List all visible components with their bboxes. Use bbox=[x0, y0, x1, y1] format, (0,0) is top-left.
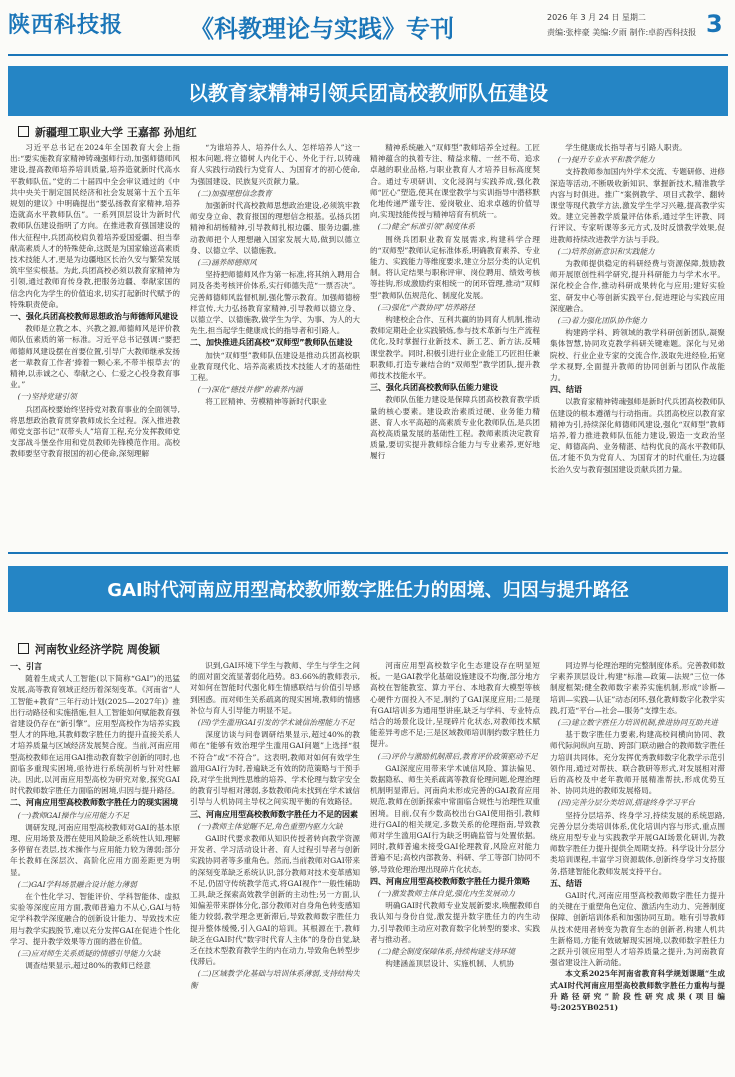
paragraph: GAI时代要求教师从知识传授者转向教学资源开发者、学习活动设计者、育人过程引导者与创新实践协同者等多重角色。然而,当前教师对GAI带来的深刻变革缺乏系统认识,部分教师对技术变革感知不足,仍固守传统教学范式,将GAI视作“一般性辅助工具,缺乏探索高效教学创新的主动性;另一方面,认知偏差带来群体分化,部分教师对自身角色转变感知能力较弱,教学理念更新滞后,导致教师数字胜任力提升整体缓慢,引入GAI的培训。其根源在于,教师缺乏在GAI时代“数字时代育人主体”的身份自觉,缺乏在技术型教育教学生的内在动力,导致角色转型步伐滞后。 bbox=[190, 834, 360, 967]
article1-column-4 bbox=[550, 142, 725, 542]
subsection-heading: (三)建立数字胜任力培训机制,推进协同互助共进 bbox=[557, 718, 718, 728]
paragraph: 明确GAI时代教师专业发展新要求,唤醒教师自我认知与身份自觉,激发提升数字胜任力的内生动力,引导教师主动应对教育数字化转型的要求、实践者与推动者。 bbox=[370, 901, 540, 944]
paragraph: 加快“双师型”教师队伍建设是推动兵团高校职业教育现代化、培养高素质技术技能人才的基础性工程。 bbox=[190, 350, 360, 383]
article1-column-3 bbox=[370, 142, 540, 542]
paragraph: 教师队伍能力建设是保障兵团高校教育教学质量的核心要素。建设政治素质过硬、业务能力精湛、育人水平高超的高素质专业化教师队伍,是兵团高校高质量发展的基础性工程。教师素质决定教育质量,要切实提升教师综合能力与专业素养,更好地履行 bbox=[370, 395, 540, 461]
byline-square-icon bbox=[18, 643, 29, 654]
editors-line: 责编:张梓豪 美编:夕雨 制作:卓韵西科技报 bbox=[547, 28, 697, 37]
page-number: 3 bbox=[706, 10, 723, 38]
article1-column-1 bbox=[10, 142, 180, 542]
funding-note: 本文系2025年河南省教育科学规划课题“生成式AI时代河南应用型高校教师数字胜任力重构与提升路径研究”阶段性研究成果(项目编号:2025YB0251) bbox=[550, 969, 725, 1013]
paragraph: 支持教师参加国内外学术交流、专题研修、进修深造等活动,不断吸收新知识、掌握新技术,精准教学内容与时俱进。推广“案例教学、项目式教学、翻转课堂等现代教学方法,激发学生学习兴趣,提高教学实效。建立完善教学质量评估体系,通过学生评教、同行评议、专家听课等多元方式,及时反馈教学效果,促进教师持续改进教学方法与手段。 bbox=[550, 167, 725, 244]
subsection-heading: (二)加强理想信念教育 bbox=[197, 188, 272, 198]
paragraph: 精神系统融入“双师型”教师培养全过程。工匠精神蕴含的执着专注、精益求精、一丝不苟、追求卓越的职业品格,与职业教育人才培养目标高度契合。通过专项研训、文化浸润与实践养成,强化教师“匠心”塑造,使其在课堂教学与实训指导中潜移默化地传递严谨专注、爱岗敬业、追求卓越的价值导向,实现技能传授与精神培育有机统一。 bbox=[370, 143, 540, 220]
byline-square-icon bbox=[18, 126, 29, 137]
paragraph: 构建跨学科、跨领域的教学科研创新团队,凝聚集体智慧,协同攻克教学科研关键难题。深化与兄弟院校、行业企业专家的交流合作,汲取先进经验,拓宽学术视野,全面提升教师的协同创新与团队作战能力。 bbox=[550, 328, 725, 383]
article2-column-2 bbox=[190, 660, 360, 1072]
subsection-heading: (二)培养创新意识和实践能力 bbox=[557, 246, 655, 256]
paragraph: GAI深度应用带来学术诚信风险、算法偏见、数据隐私、师生关系疏离等教育伦理问题,伦理治理机制明显滞后。河南尚未形成完善的GAI教育应用规范,教师在创新探索中常面临合规性与治理性双重困境。目前,仅有少数高校出台GAI使用指引,教师进行GAI的相关规定,多数关系的伦理指南,导致教师对学生滥用GAI行为缺乏明确监管与处置依据。同时,教师普遍未接受GAI伦理教育,风险应对能力普遍不足;高校内部教务、科研、学工等部门协同不够,导致伦理治理出现碎片化状态。 bbox=[370, 763, 540, 874]
article2-title: GAI时代河南应用型高校教师数字胜任力的困境、归因与提升路径 bbox=[8, 566, 728, 612]
subsection-heading: (一)教师主体觉醒不足,角色重塑内驱力欠缺 bbox=[197, 821, 343, 831]
article2-column-3 bbox=[370, 660, 540, 1072]
publication-date: 2026 年 3 月 24 日 星期二 bbox=[547, 13, 646, 22]
subsection-heading: (三)评价与激励机制滞后,教育评价政策驱动不足 bbox=[377, 751, 538, 761]
subsection-heading: (一)提升专业水平和教学能力 bbox=[557, 155, 655, 165]
paragraph: 学生健康成长指导者与引路人职责。 bbox=[565, 143, 687, 152]
paragraph: 兵团高校要始终坚持党对教育事业的全面领导,将思想政治教育贯穿教师成长全过程。深入推进教师党支部书记“双带头人”培育工程,充分发挥教师党支部战斗堡垒作用和党员教师先锋模范作用。高校教师要坚守教育报国的初心使命,深刻理解 bbox=[10, 404, 180, 459]
header-rule bbox=[8, 54, 728, 56]
paragraph: 在个性化学习、智能评价、学科智能体、虚拟实验等深度应用方面,教师普遍力不从心,GAI与特定学科教学深度融合的创新设计能力、导致技术应用与教学实践脱节,难以充分发挥GAI在促进个性化学习、提升教学效果等方面的潜在价值。 bbox=[10, 892, 180, 946]
subsection-heading: (二)区域教学化基础与培训体系薄弱,支持结构失衡 bbox=[190, 969, 360, 990]
section-heading: 二、河南应用型高校教师数字胜任力的现实困境 bbox=[10, 798, 178, 808]
paragraph: 将工匠精神、劳模精神等新时代职业 bbox=[205, 397, 327, 407]
paragraph: “为谁培养人、培养什么人、怎样培养人”这一根本问题,将立德树人内化于心、外化于行,以铸魂育人实践行动践行为党育人、为国育才的初心使命,为强国建设、民族复兴贡献力量。 bbox=[190, 143, 360, 186]
paragraph: 同边界与伦理治理的完整制度体系。完善教师数字素养顶层设计,构建“标准—政策—法规”三位一体制度框架;健全教师数字素养实施机制,形成“诊断—培训—实践—认证”动态闭环,强化教师数字化教学实践,打造“平台—社会—服务”支撑生态。 bbox=[550, 661, 725, 715]
subsection-heading: (一)坚持党建引领 bbox=[17, 392, 77, 402]
paragraph: 识到,GAI环境下学生与教师、学生与学生之间的面对面交流显著弱化趋势。83.66%的教师表示,对如何在智能时代强化师生情感联结与价值引导感到困惑。而对师生关系疏离的现实困境,教师的情感补位与育人引导能力明显不足。 bbox=[190, 661, 360, 715]
paragraph: 构建校企合作、互利共赢的协同育人机制,推动教师定期赴企业实践锻炼,参与技术革新与生产流程优化,及时掌握行业新技术、新工艺、新方法,反哺课堂教学。同时,积极引进行业企业能工巧匠担任兼职教师,打造专兼结合的“双师型”教学团队,提升教师技术技能水平。 bbox=[370, 315, 540, 381]
paragraph: 以教育家精神铸魂强师是新时代兵团高校教师队伍建设的根本遵循与行动指南。兵团高校应以教育家精神为引,持续深化师德师风建设,强化“双师型”教师培养,着力推进教师队伍能力建设,锻造一支政治坚定、师德高尚、业务精湛、结构优良的高水平教师队伍,才能不负为党育人、为国育才的时代重任,为边疆长治久安与教育强国建设贡献兵团力量。 bbox=[550, 397, 725, 474]
paragraph: GAI时代,河南应用型高校教师数字胜任力提升的关键在于重塑角色定位、激活内生动力、完善制度保障、创新培训体系和加强协同互助。唯有引导教师从技术使用者转变为教育生态的创新者,构建人机共生新格局,方能有效破解现实困境,以教师数字胜任力之跃升引领应用型人才培养质量之提升,为河南教育强省建设注入新动能。 bbox=[550, 891, 725, 968]
subsection-heading: (二)健全制度保障体系,持续构建支持环境 bbox=[377, 947, 516, 957]
subsection-heading: (一)激发教师主体自觉,强化内生发展动力 bbox=[377, 889, 516, 899]
subsection-heading: (四)完善分层分类培训,搭建终身学习平台 bbox=[557, 798, 696, 808]
section-heading: 三、河南应用型高校教师数字胜任力不足的因素 bbox=[190, 809, 358, 819]
newspaper-logo: 陕西科技报 bbox=[8, 12, 124, 38]
paragraph: 深度访谈与问卷调研结果显示,超过40%的教师在“能够有效治理学生滥用GAI问题”上选择“很不符合”或“不符合”。这表明,教师对如何有效学生滥用GAI行为时,普遍缺乏有效的防范策略与干预手段,对学生批判性思维的培养、学术伦理与数字安全的教育引导相对薄弱,多数教师尚未找到在学术诚信引导与人机协同主导权之间实现平衡的有效路径。 bbox=[190, 730, 360, 807]
paragraph: 构建涵盖顶层设计、实施机制、人机协 bbox=[385, 959, 515, 969]
section-heading: 三、强化兵团高校教师队伍能力建设 bbox=[370, 383, 498, 393]
paragraph: 为教师提供稳定的科研经费与资源保障,鼓励教师开展原创性科学研究,提升科研能力与学术水平。深化校企合作,推动科研成果转化与应用;建好实验室、研发中心等创新实践平台,促进理论与实践应用深度融合。 bbox=[550, 259, 725, 313]
article2-byline bbox=[18, 641, 160, 657]
subsection-heading: (三)着力强化团队协作能力 bbox=[557, 316, 648, 326]
subsection-heading: (三)涵养师德师风 bbox=[197, 258, 257, 268]
section-heading: 四、结语 bbox=[550, 385, 582, 395]
paragraph: 基于数字胜任力要素,构建高校间横向协同、教师代际间纵向互助、跨部门联动融合的教师数字胜任力培训共同体。充分发挥优秀教师数字化教学示范引领作用,通过对帮扶、联合教研等形式,对发展相对滞后的高校及中老年教师开展精准帮扶,形成优势互补、协同共进的教师发展格局。 bbox=[550, 730, 725, 796]
article1-byline bbox=[18, 124, 197, 140]
subsection-heading: (三)强化“产教协同”培养路径 bbox=[377, 302, 475, 312]
section-heading: 四、河南应用型高校教师数字胜任力提升策略 bbox=[370, 876, 530, 886]
article1-title: 以教育家精神引领兵团高校教师队伍建设 bbox=[8, 66, 728, 116]
paragraph: 坚持分层培养、终身学习,持续发展的系统思路,完善分层分类培训体系,优化培训内容与形式,重点围绕应用型专业与实践教学开展GAI场景化研训,为教师数字胜任力提升提供全周期支持。科学设计分层分类培训课程,丰富学习资源载体,创新终身学习支持服务,搭建智能化教师发展支持平台。 bbox=[550, 810, 725, 876]
paragraph: 习近平总书记在2024年全国教育大会上指出:“要实施教育家精神铸魂强师行动,加强师德师风建设,提高教师培养培训质量,培养造就新时代高水平教师队伍。”党的二十届四中全会审议通过的《中共中央关于制定国民经济和社会发展第十五个五年规划的建议》中明确提出“要弘扬教育家精神,培养造就高水平教师队伍”。一系列顶层设计为新时代教师队伍建设指明了方向。在推进教育强国建设的伟大征程中,兵团高校肩负着培养爱国爱疆、担当奉献高素质人才的特殊使命,这既是为国家输送高素质技术技能人才,更是为边疆地区长治久安与繁荣发展筑牢坚实根基。为此,兵团高校必须以教育家精神为引领,通过教师育传身教,把服务边疆、奉献家国的信念内化为学生的价值追求,切实打起新时代赋予的特殊职责使命。 bbox=[10, 143, 180, 309]
section-divider bbox=[8, 552, 728, 554]
paragraph: 调查结果显示,超过80%的教师已经意 bbox=[25, 961, 151, 971]
subsection-heading: (一)教师GAI操作与应用能力不足 bbox=[17, 810, 130, 820]
section-heading: 一、引言 bbox=[10, 662, 42, 671]
column-title: 《科教理论与实践》专刊 bbox=[190, 14, 454, 43]
paragraph: 加强新时代高校教师思想政治建设,必须筑牢教师安身立命、教育报国的理想信念根基。弘扬兵团精神和胡杨精神,引导教师扎根边疆、服务边疆,推动教师把个人理想融入国家发展大局,做到以德立身、以德立学、以德施教。 bbox=[190, 201, 360, 255]
article1-column-2 bbox=[190, 142, 360, 542]
paragraph: 河南应用型高校数字化生态建设存在明显短板。一是GAI教学化基础设施建设不均衡,部分地方高校在智能教室、算力平台、本地教育大模型等核心硬件方面投入不足,制约了GAI深度应用;二是现有GAI培训多为通用型讲座,缺乏与学科、专业特点结合的场景化设计,呈现碎片化状态,对教师技术赋能差异考虑不足;三是区域教师培训制约数字胜任力提升。 bbox=[370, 661, 540, 749]
subsection-heading: (四)学生滥用GAI引发的学术诚信治理能力不足 bbox=[197, 718, 355, 728]
paragraph: 随着生成式人工智能(以下简称“GAI”)的迅猛发展,高等教育领域正经历着深刻变革。《河南省“人工智能+教育”三年行动计划(2025—2027年)》推出行动路径和实施措施,但人工智能如何赋能教育强省建设仍存在“新引擎”。应用型高校作为培养实践型人才的阵地,其教师数字胜任力的提升直接关系人才培养质量与区域经济发展契合度。当前,河南应用型高校教师在运用GAI推动教育数字创新的同时,也面临多重现实困境,亟待进行系统剖析与针对性解决。因此,以河南应用型高校为研究对象,探究GAI时代教师数字胜任力面临的困境,归因与提升路径。 bbox=[10, 674, 180, 796]
article2-byline-text: 河南牧业经济学院 周俊颖 bbox=[35, 643, 160, 656]
article2-column-1 bbox=[10, 660, 180, 1072]
section-heading: 一、强化兵团高校教师思想政治与师德师风建设 bbox=[10, 312, 178, 322]
subsection-heading: (二)GAI学科场景融合设计能力薄弱 bbox=[17, 879, 137, 889]
masthead bbox=[0, 0, 735, 58]
section-heading: 五、结语 bbox=[550, 878, 582, 888]
subsection-heading: (一)深化“德技并修”的素养内涵 bbox=[197, 385, 303, 395]
section-heading: 二、加快推进兵团高校“双师型”教师队伍建设 bbox=[190, 338, 353, 348]
paragraph: 坚持把师德师风作为第一标准,将其纳入聘用合同及各类考核评价体系,实行师德失范“一票否决”。完善师德师风监督机制,强化警示教育。加强师德榜样宣传,大力弘扬教育家精神,引导教师以德立身、以德立学、以德施教,做学生为学、为事、为人的大先生,担当起学生健康成长的指导者和引路人。 bbox=[190, 270, 360, 336]
subsection-heading: (三)应对师生关系质疑的情感引导能力欠缺 bbox=[17, 949, 161, 959]
article1-byline-text: 新疆理工职业大学 王嘉都 孙旭红 bbox=[35, 126, 197, 139]
subsection-heading: (二)健全“标准引领”制度体系 bbox=[377, 222, 475, 232]
paragraph: 教师是立教之本、兴教之源,师德师风是评价教师队伍素质的第一标准。习近平总书记强调:“要把师德师风建设摆在首要位置,引导广大教师继承发扬老一辈教育工作者‘捧着一颗心来,不带半根草去’的精神,以赤诚之心、奉献之心、仁爱之心投身教育事业。” bbox=[10, 324, 180, 390]
paragraph: 调研发现,河南应用型高校教师对GAI的基本原理、应用场景及潜在使用风险缺乏系统性认知,理解多停留在表层,技术操作与应用能力较为薄弱;部分年长教师在深层次、高阶化应用方面差距更为明显。 bbox=[10, 822, 180, 877]
article2-column-4 bbox=[550, 660, 725, 1072]
paragraph: 围绕兵团职业教育发展需求,构建科学合理的“双师型”教师认定标准体系,明确教育素养、专业能力、实践能力等维度要求,建立分层分类的认定机制。将认定结果与职称评审、岗位聘用、绩效考核等挂钩,形成激励约束相统一的闭环管理,推动“双师型”教师队伍规范化、制度化发展。 bbox=[370, 234, 540, 300]
